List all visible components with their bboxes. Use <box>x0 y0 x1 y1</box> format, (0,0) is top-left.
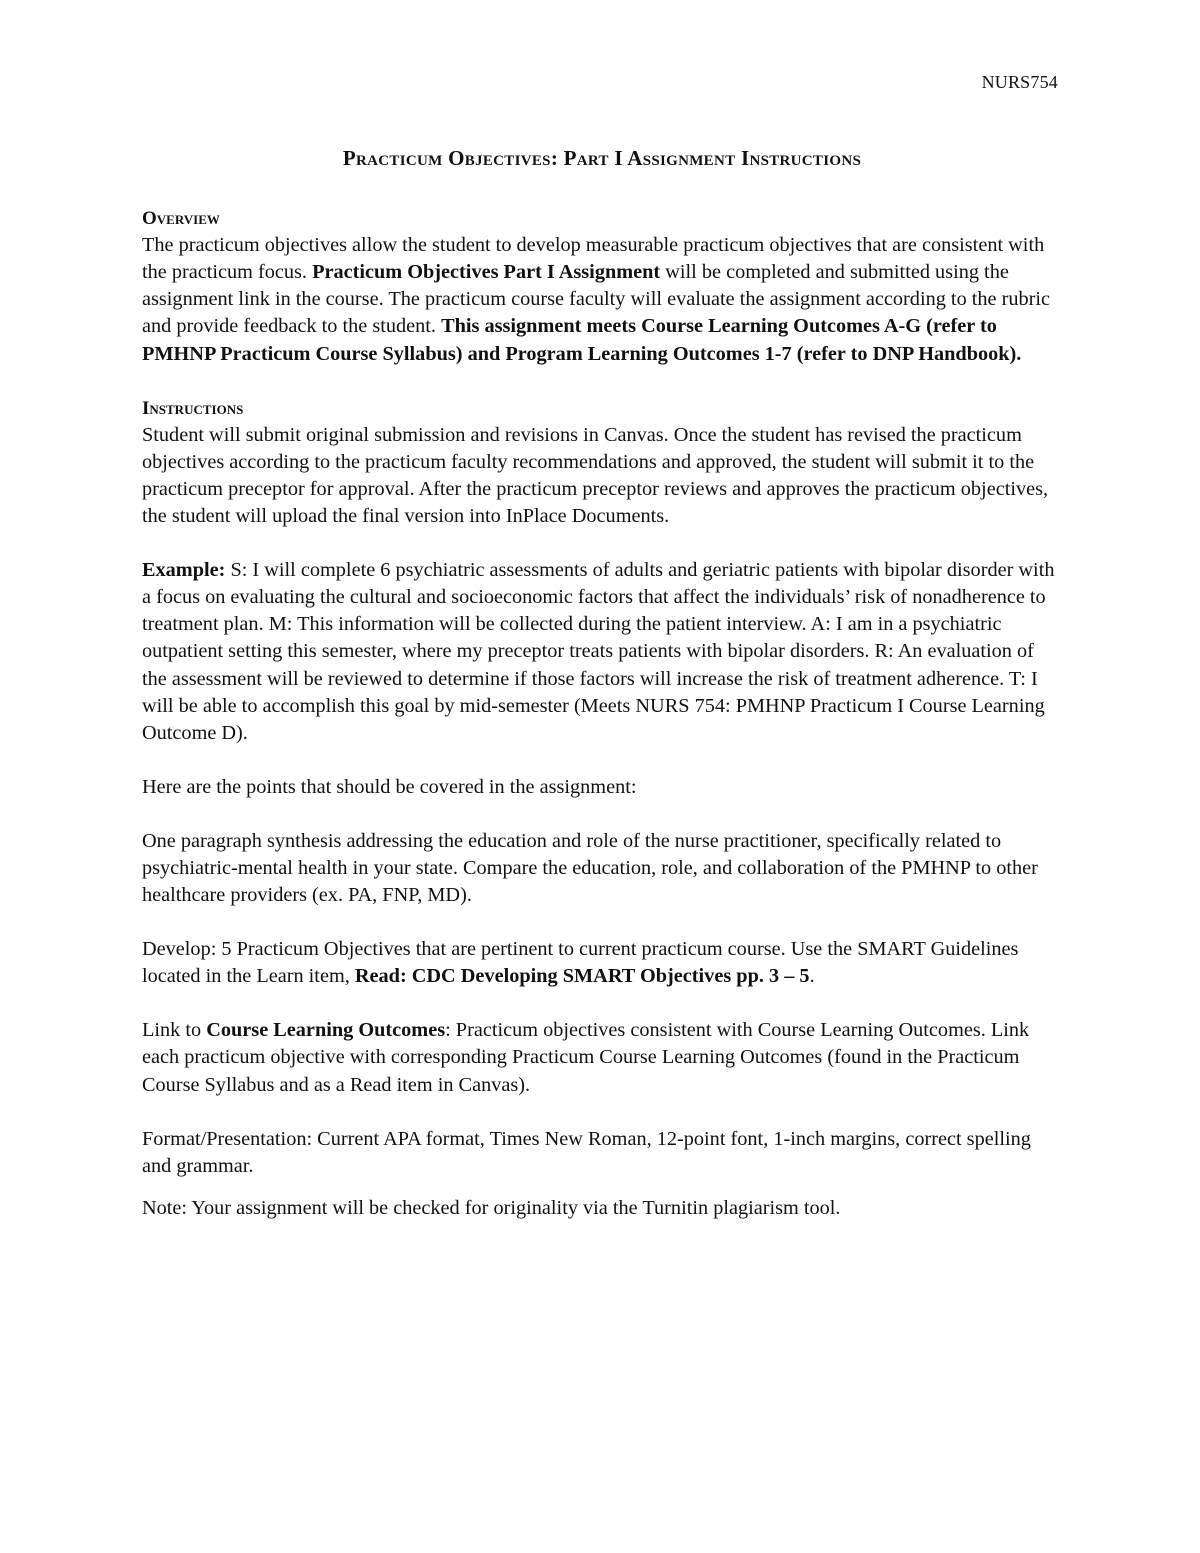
overview-text-1: The practicum objectives allow the student to develop measurable practicum objectives that are consistent with the practicum focus. <box>142 234 1045 284</box>
format-paragraph: Format/Presentation: Current APA format, Times New Roman, 12-point font, 1-inch margins, correct spelling and grammar. <box>142 1127 1031 1177</box>
link-paragraph <box>142 1017 1062 1098</box>
synthesis-paragraph: One paragraph synthesis addressing the education and role of the nurse practitioner, specifically related to psychiatric-mental health in your state. Compare the education, role, and collaboration of the PMHNP to other healthcare providers (ex. PA, FNP, MD). <box>142 829 1038 907</box>
instructions-heading: Instructions <box>142 397 244 419</box>
assignment-name-bold: Practicum Objectives Part I Assignment <box>312 261 661 284</box>
course-code-header: NURS754 <box>981 72 1058 92</box>
smart-reading-bold: Read: CDC Developing SMART Objectives pp. 3 – 5 <box>354 965 810 988</box>
example-text: S: I will complete 6 psychiatric assessments of adults and geriatric patients with bipolar disorder with a focus on evaluating the cultural and socioeconomic factors that affect the individuals’ risk of nonadherence to treatment plan. M: This information will be collected during the patient interview. A: I am in a psychiatric outpatient setting this semester, where my preceptor treats patients with bipolar disorders. R: An evaluation of the assessment will be reviewed to determine if those factors will increase the risk of treatment adherence. T: I will be able to accomplish this goal by mid-semester (Meets NURS 754: PMHNP Practicum I Course Learning Outcome D). <box>142 559 1055 744</box>
points-intro: Here are the points that should be covered in the assignment: <box>142 775 637 798</box>
overview-text-2: will be completed and submitted using the assignment link in the course. The practicum course faculty will evaluate the assignment according to the rubric and provide feedback to the student. <box>142 261 1051 338</box>
example-label: Example: <box>142 559 226 582</box>
document-body <box>142 145 1062 1222</box>
develop-paragraph <box>142 936 1062 990</box>
example-paragraph <box>142 557 1062 747</box>
link-text: : Practicum objectives consistent with Course Learning Outcomes. Link each practicum objective with corresponding Practicum Course Learning Outcomes (found in the Practicum Course Syllabus and as a Read item in Canvas). <box>142 1019 1030 1096</box>
link-prefix: Link to <box>142 1019 207 1042</box>
instructions-paragraph: Student will submit original submission and revisions in Canvas. Once the student has revised the practicum objectives according to the practicum faculty recommendations and approved, the student will submit it to the practicum preceptor for approval. After the practicum preceptor reviews and approves the practicum objectives, the student will upload the final version into InPlace Documents. <box>142 423 1049 528</box>
note-paragraph: Note: Your assignment will be checked for originality via the Turnitin plagiarism tool. <box>142 1196 841 1219</box>
develop-text: Develop: 5 Practicum Objectives that are pertinent to current practicum course. Use the SMART Guidelines located in the Learn item, <box>142 938 1019 988</box>
document-title: Practicum Objectives: Part I Assignment Instructions <box>342 146 862 170</box>
overview-heading: Overview <box>142 208 220 230</box>
develop-end: . <box>809 965 815 988</box>
course-learning-outcomes-bold: Course Learning Outcomes <box>206 1019 446 1042</box>
overview-paragraph <box>142 232 1062 367</box>
outcomes-statement-bold: This assignment meets Course Learning Outcomes A-G (refer to PMHNP Practicum Course Syllabus) and Program Learning Outcomes 1-7 (refer to DNP Handbook). <box>142 315 1022 365</box>
